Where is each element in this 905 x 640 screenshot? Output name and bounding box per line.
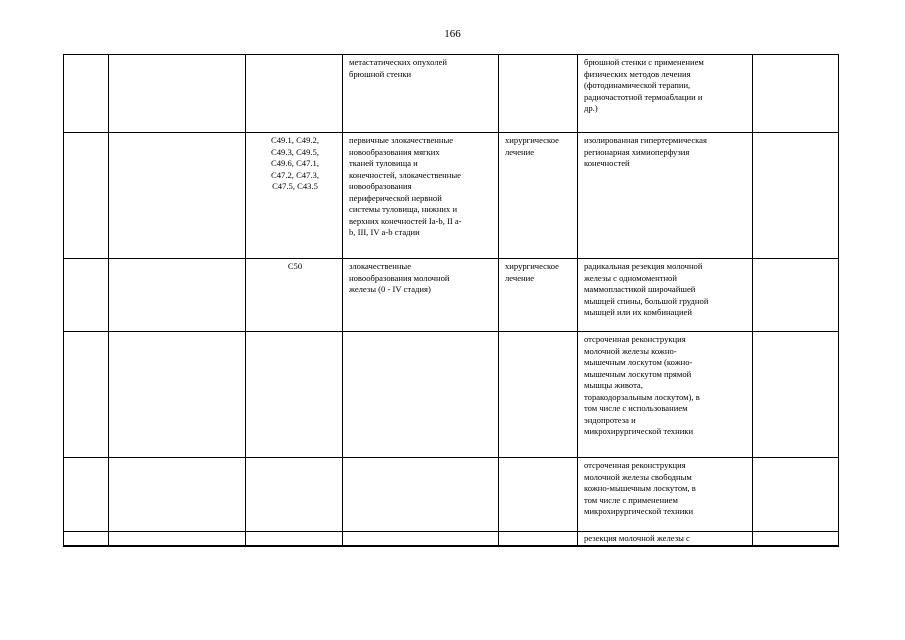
cell-treatment-method: радикальная резекция молочной железы с одномоментной маммопластикой широчайшей мышцей спины, большой грудной мышцей или их комбинацией xyxy=(578,259,753,332)
table-row xyxy=(64,532,839,546)
cell-index xyxy=(64,55,109,133)
table-row xyxy=(64,458,839,532)
cell-treatment-type xyxy=(499,332,578,458)
cell-index xyxy=(64,458,109,532)
cell-icd-codes: C50 xyxy=(246,259,343,332)
cell-diagnosis xyxy=(343,332,499,458)
cell-profile xyxy=(109,259,246,332)
table-row xyxy=(64,332,839,458)
table-row xyxy=(64,55,839,133)
cell-treatment-type xyxy=(499,55,578,133)
cell-profile xyxy=(109,458,246,532)
cell-icd-codes xyxy=(246,332,343,458)
cell-treatment-method: отсроченная реконструкция молочной железы свободным кожно-мышечным лоскутом, в том числе с применением микрохирургической техники xyxy=(578,458,753,532)
cell-treatment-type: хирургическое лечение xyxy=(499,133,578,259)
cell-icd-codes: C49.1, C49.2, C49.3, C49.5, C49.6, C47.1, C47.2, C47.3, C47.5, C43.5 xyxy=(246,133,343,259)
cell-cost xyxy=(753,332,839,458)
cell-treatment-method: резекция молочной железы с xyxy=(578,532,753,546)
cell-index xyxy=(64,259,109,332)
page-number: 166 xyxy=(444,28,461,40)
cell-treatment-type xyxy=(499,532,578,546)
cell-profile xyxy=(109,532,246,546)
cell-icd-codes xyxy=(246,458,343,532)
cell-diagnosis: злокачественные новообразования молочной железы (0 - IV стадия) xyxy=(343,259,499,332)
cell-treatment-type xyxy=(499,458,578,532)
cell-diagnosis: метастатических опухолей брюшной стенки xyxy=(343,55,499,133)
cell-profile xyxy=(109,133,246,259)
cell-diagnosis xyxy=(343,532,499,546)
cell-profile xyxy=(109,332,246,458)
cell-icd-codes xyxy=(246,532,343,546)
cell-diagnosis: первичные злокачественные новообразования мягких тканей туловища и конечностей, злокачественные новообразования периферической нервной системы туловища, нижних и верхних конечностей Ia-b, II a- b, III, IV a-b стадии xyxy=(343,133,499,259)
medical-care-table xyxy=(63,54,839,547)
cell-cost xyxy=(753,458,839,532)
cell-icd-codes xyxy=(246,55,343,133)
cell-cost xyxy=(753,259,839,332)
cell-treatment-method: изолированная гипертермическая регионарная химиоперфузия конечностей xyxy=(578,133,753,259)
cell-index xyxy=(64,133,109,259)
cell-treatment-method: брюшной стенки с применением физических методов лечения (фотодинамической терапии, радиочастотной термоаблации и др.) xyxy=(578,55,753,133)
table-row xyxy=(64,259,839,332)
cell-treatment-type: хирургическое лечение xyxy=(499,259,578,332)
cell-cost xyxy=(753,133,839,259)
cell-profile xyxy=(109,55,246,133)
cell-diagnosis xyxy=(343,458,499,532)
cell-treatment-method: отсроченная реконструкция молочной железы кожно- мышечным лоскутом (кожно- мышечным лоскутом прямой мышцы живота, торакодорзальным лоскутом), в том числе с использованием эндопротеза и микрохирургической техники xyxy=(578,332,753,458)
cell-index xyxy=(64,332,109,458)
cell-index xyxy=(64,532,109,546)
table-row xyxy=(64,133,839,259)
cell-cost xyxy=(753,55,839,133)
cell-cost xyxy=(753,532,839,546)
